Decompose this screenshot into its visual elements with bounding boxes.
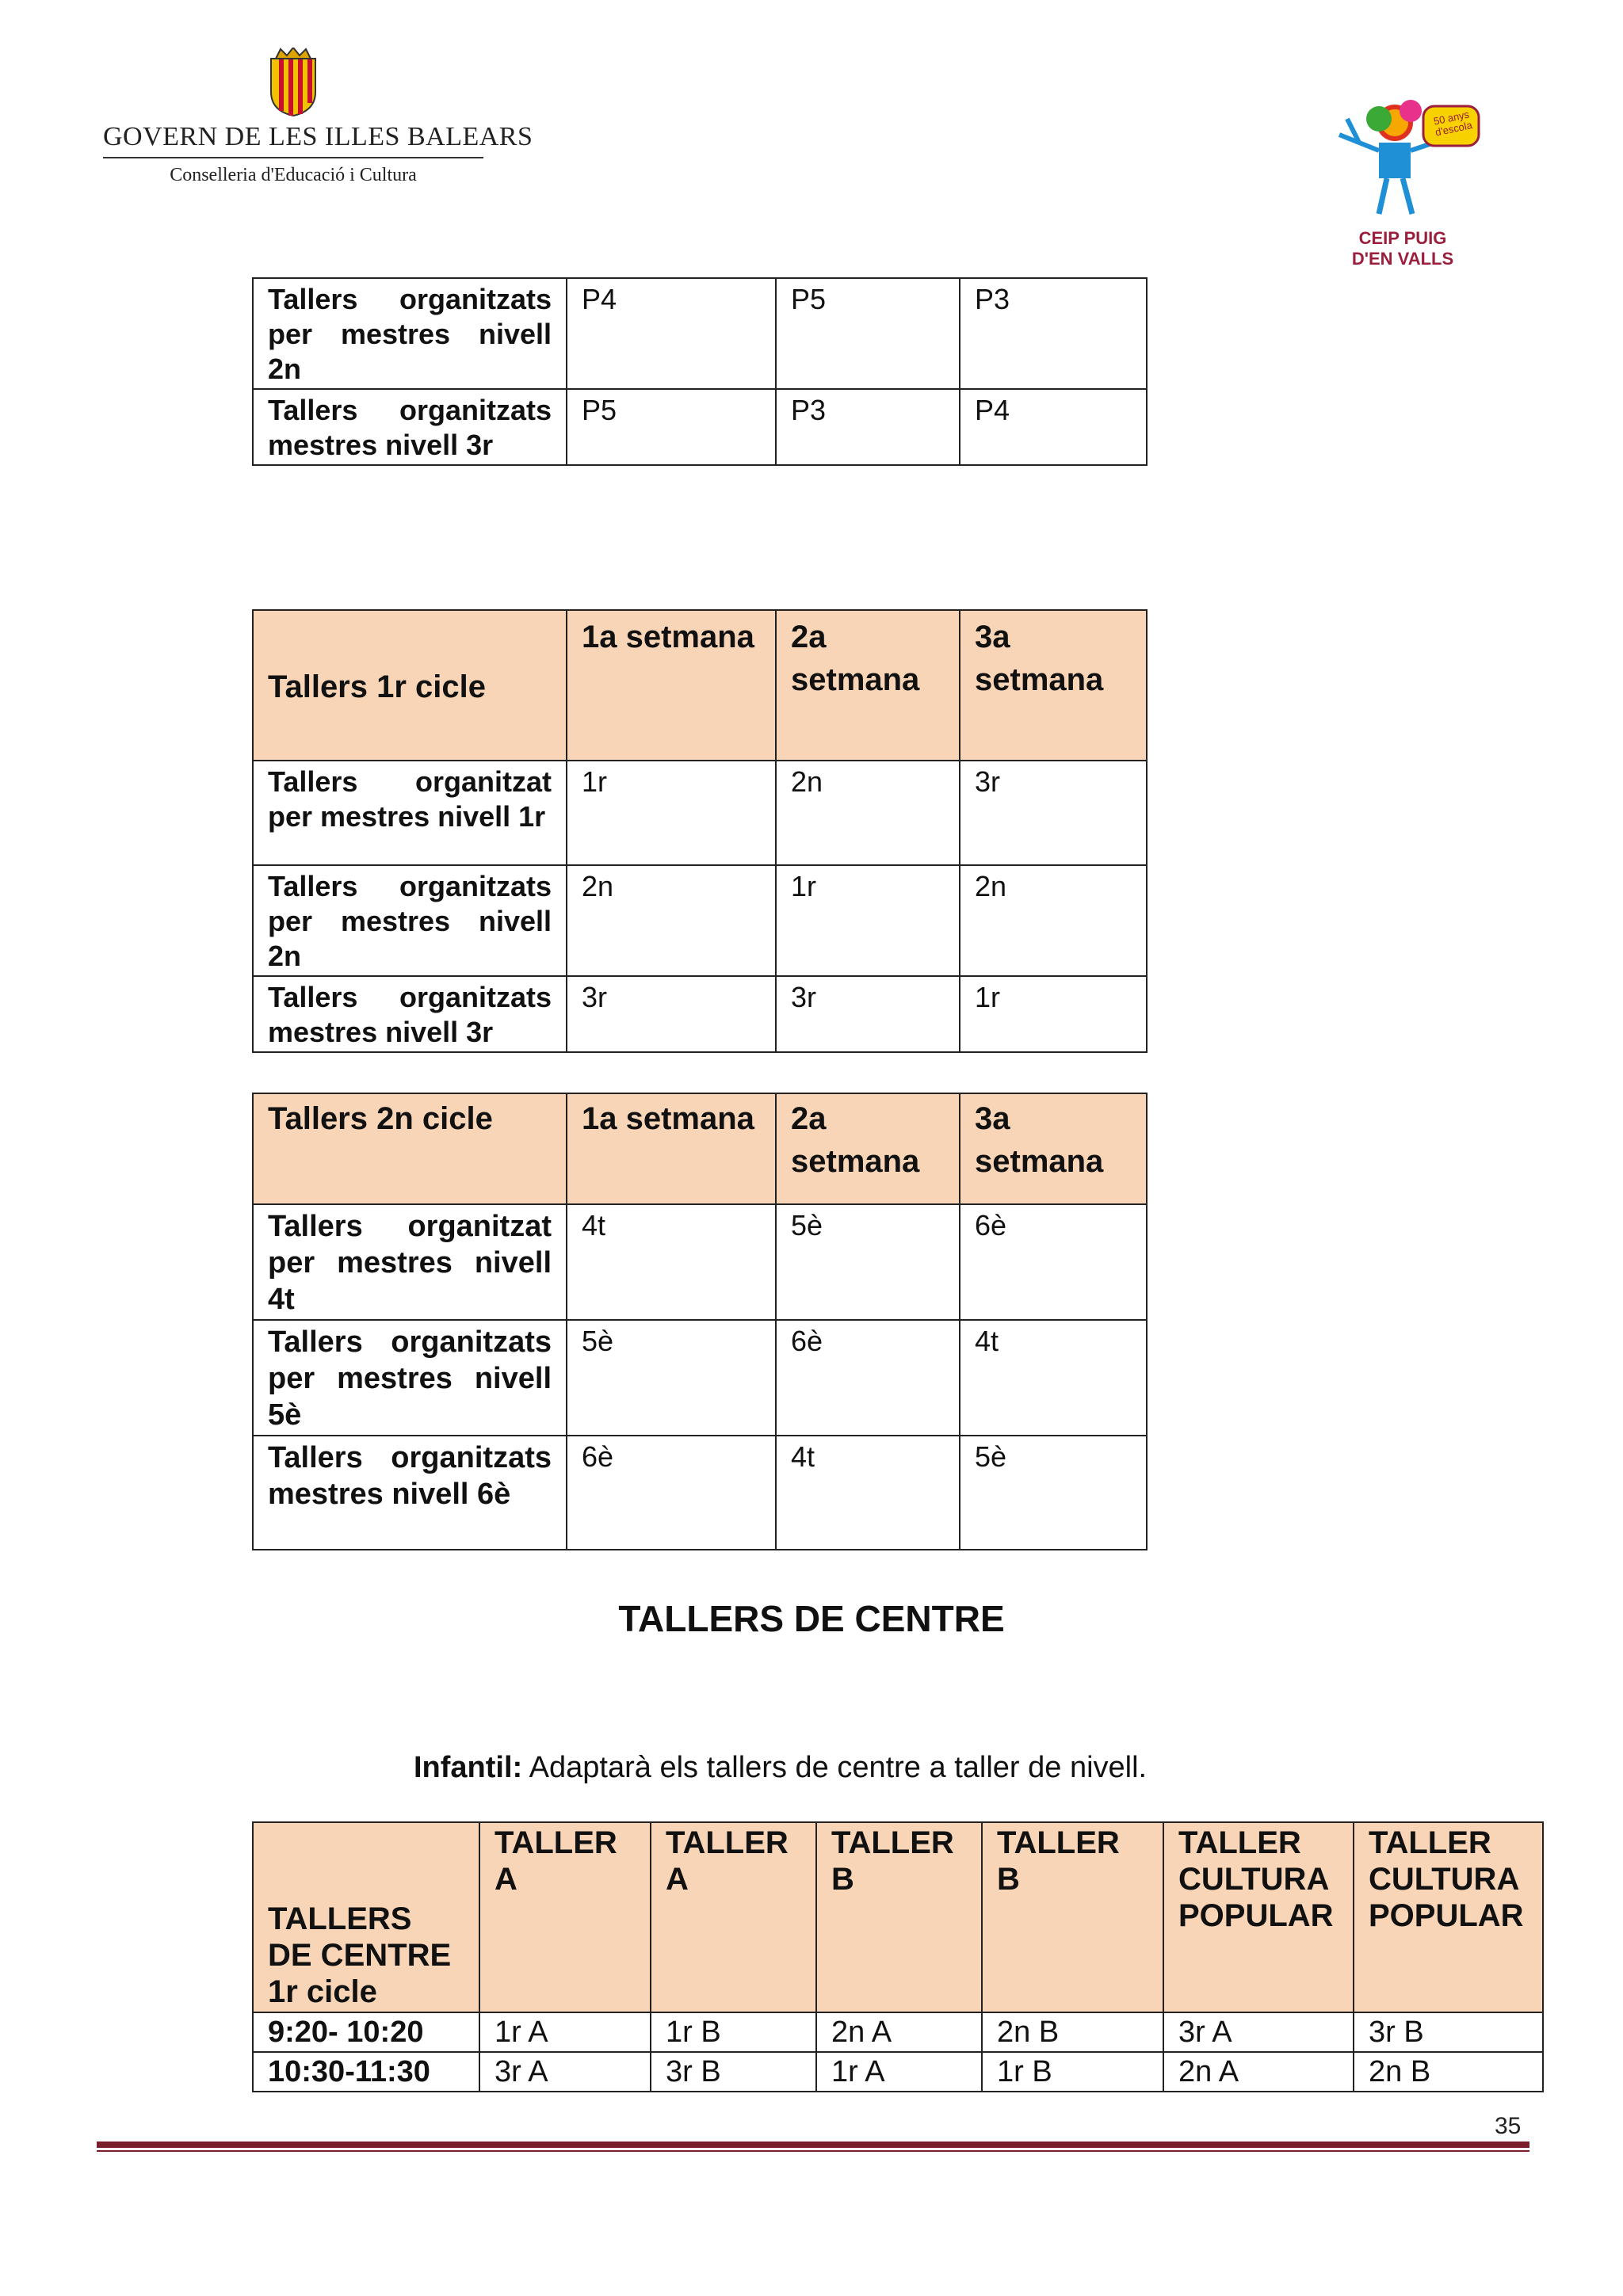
table-cell: 3r A — [1163, 2012, 1354, 2052]
government-logo — [103, 48, 533, 186]
table-cell: 3r A — [479, 2052, 651, 2092]
column-header: TALLER CULTURA POPULAR — [1354, 1822, 1543, 2012]
column-header: TALLER B — [816, 1822, 982, 2012]
row-label: Tallers organitzats per mestres nivell 2n — [253, 865, 567, 976]
table-cell: 3r B — [1354, 2012, 1543, 2052]
table-row — [253, 2012, 1543, 2052]
table-cell: 5è — [960, 1436, 1147, 1550]
table-row — [253, 1436, 1147, 1550]
column-header: Tallers 1r cicle — [253, 610, 567, 761]
table-cell: 1r — [776, 865, 960, 976]
footer-rule-thin — [97, 2150, 1529, 2152]
column-header: 1a setmana — [567, 610, 776, 761]
department-name: Conselleria d'Educació i Cultura — [170, 165, 417, 185]
table-cell: 1r B — [651, 2012, 816, 2052]
table-cell: 4t — [776, 1436, 960, 1550]
table-header-row — [253, 610, 1147, 761]
intro-text: Adaptarà els tallers de centre a taller de nivell. — [522, 1751, 1148, 1784]
table-cell: 3r — [776, 976, 960, 1052]
school-logo — [1323, 87, 1498, 285]
workshop-table-first-cycle — [252, 609, 1148, 1053]
table-cell: 3r B — [651, 2052, 816, 2092]
school-name-line-1: CEIP PUIG — [1358, 228, 1447, 248]
logo-divider — [103, 157, 483, 158]
row-label: Tallers organitzats per mestres nivell 2n — [253, 278, 567, 389]
footer-rule-thick — [97, 2142, 1529, 2148]
table-cell: 3r — [567, 976, 776, 1052]
column-header: 3a setmana — [960, 610, 1147, 761]
table-cell: 6è — [960, 1204, 1147, 1320]
table-row — [253, 976, 1147, 1052]
column-header: TALLER CULTURA POPULAR — [1163, 1822, 1354, 2012]
table-row — [253, 761, 1147, 865]
table-cell: 4t — [567, 1204, 776, 1320]
table-cell: P3 — [776, 389, 960, 465]
column-header: 2a setmana — [776, 610, 960, 761]
table-cell: 6è — [567, 1436, 776, 1550]
table-cell: P5 — [776, 278, 960, 389]
column-header: 2a setmana — [776, 1093, 960, 1204]
column-header: 1a setmana — [567, 1093, 776, 1204]
time-slot: 9:20- 10:20 — [253, 2012, 479, 2052]
table-cell: P3 — [960, 278, 1147, 389]
table-cell: 2n — [567, 865, 776, 976]
section-title: TALLERS DE CENTRE — [618, 1598, 1005, 1639]
table-cell: 2n — [960, 865, 1147, 976]
table-cell: 2n B — [982, 2012, 1163, 2052]
table-cell: 1r A — [816, 2052, 982, 2092]
table-cell: 2n B — [1354, 2052, 1543, 2092]
row-label: Tallers organitzat per mestres nivell 4t — [253, 1204, 567, 1320]
table-cell: P4 — [960, 389, 1147, 465]
column-header: TALLER A — [479, 1822, 651, 2012]
row-label: Tallers organitzats mestres nivell 3r — [253, 389, 567, 465]
workshop-table-second-cycle — [252, 1093, 1148, 1550]
column-header: TALLERS DE CENTRE 1r cicle — [253, 1822, 479, 2012]
government-name: GOVERN DE LES ILLES BALEARS — [103, 122, 533, 151]
column-header: TALLER B — [982, 1822, 1163, 2012]
table-row — [253, 278, 1147, 389]
row-label: Tallers organitzats mestres nivell 6è — [253, 1436, 567, 1550]
column-header: TALLER A — [651, 1822, 816, 2012]
coat-of-arms-icon — [265, 48, 322, 117]
row-label: Tallers organitzats per mestres nivell 5è — [253, 1320, 567, 1436]
table-cell: 1r A — [479, 2012, 651, 2052]
table-row — [253, 1204, 1147, 1320]
intro-paragraph — [414, 1751, 1147, 1785]
table-row — [253, 389, 1147, 465]
school-badge: 50 anys d'escola — [1432, 108, 1474, 139]
school-name-line-2: D'EN VALLS — [1351, 249, 1454, 269]
row-label: Tallers organitzat per mestres nivell 1r — [253, 761, 567, 865]
table-cell: 5è — [776, 1204, 960, 1320]
table-cell: 2n A — [1163, 2052, 1354, 2092]
table-cell: 6è — [776, 1320, 960, 1436]
school-name — [1323, 228, 1482, 269]
table-cell: 2n — [776, 761, 960, 865]
table-header-row — [253, 1093, 1147, 1204]
row-label: Tallers organitzats mestres nivell 3r — [253, 976, 567, 1052]
intro-label: Infantil: — [414, 1751, 523, 1784]
table-cell: 1r — [567, 761, 776, 865]
time-slot: 10:30-11:30 — [253, 2052, 479, 2092]
workshop-table-p — [252, 277, 1148, 466]
table-header-row — [253, 1822, 1543, 2012]
table-cell: 5è — [567, 1320, 776, 1436]
table-cell: 3r — [960, 761, 1147, 865]
table-cell: 1r — [960, 976, 1147, 1052]
column-header: Tallers 2n cicle — [253, 1093, 567, 1204]
table-row — [253, 865, 1147, 976]
page-number: 35 — [1495, 2113, 1522, 2139]
table-row — [253, 2052, 1543, 2092]
table-cell: 1r B — [982, 2052, 1163, 2092]
table-cell: 2n A — [816, 2012, 982, 2052]
table-cell: 4t — [960, 1320, 1147, 1436]
footer-divider — [97, 2142, 1529, 2153]
column-header: 3a setmana — [960, 1093, 1147, 1204]
table-cell: P4 — [567, 278, 776, 389]
center-workshops-table — [252, 1821, 1544, 2092]
table-row — [253, 1320, 1147, 1436]
table-cell: P5 — [567, 389, 776, 465]
